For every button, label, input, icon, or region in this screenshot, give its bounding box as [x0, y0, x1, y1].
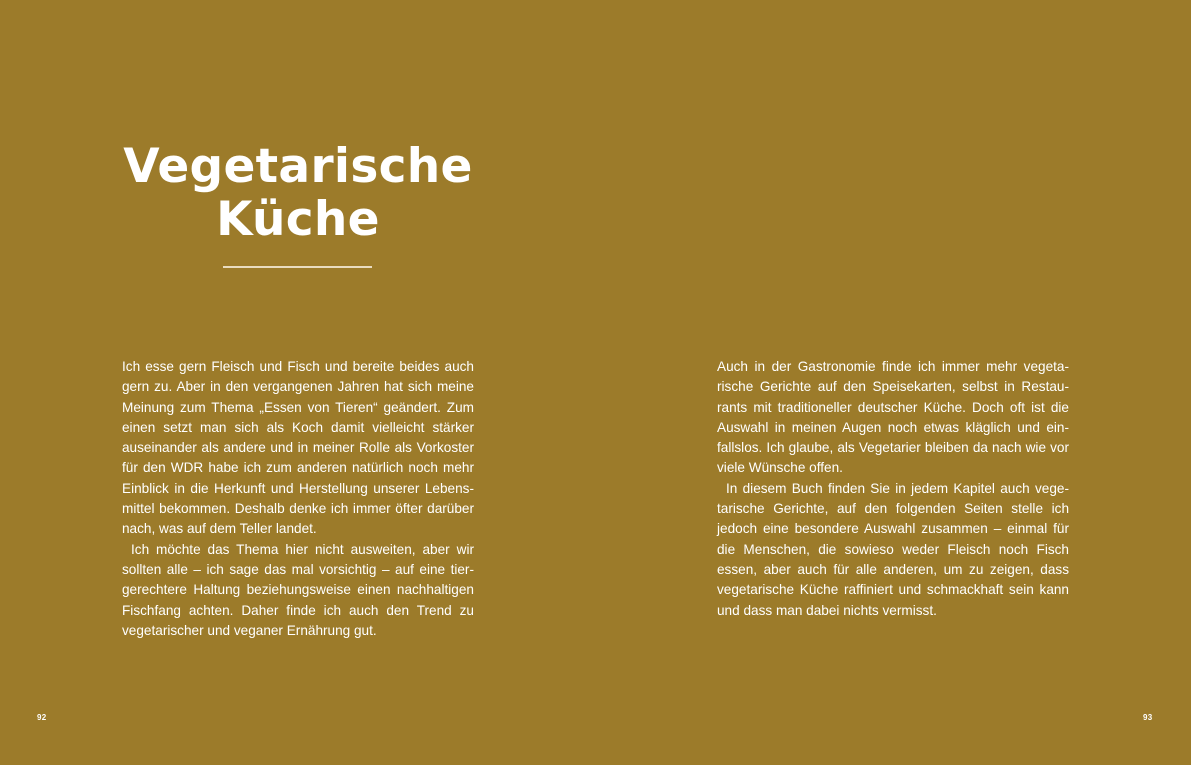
chapter-title-line-1: Vegetarische	[123, 139, 473, 194]
page-number-left: 92	[37, 713, 47, 722]
right-paragraph-2: In diesem Buch finden Sie in jedem Kapitel auch vegetarische Gerichte, auf den folgenden Seiten stelle ich jedoch eine besondere Auswahl zusammen – einmal für die Menschen, die sowieso weder Fleisch noch Fisch essen, aber auch für alle anderen, um zu zeigen, dass vegetarische Küche raffiniert und schmackhaft sein kann und dass man dabei nichts vermisst.	[717, 480, 1069, 618]
chapter-title	[118, 140, 478, 246]
chapter-title-line-2: Küche	[216, 192, 380, 247]
page-number-right: 93	[1143, 713, 1153, 722]
left-paragraph-1: Ich esse gern Fleisch und Fisch und bereite beides auch gern zu. Aber in den vergangenen Jahren hat sich meine Meinung zum Thema „Essen von Tieren“ geändert. Zum einen setzt man sich als Koch damit vielleicht stärker auseinander als andere und in meiner Rolle als Vorkoster für den WDR habe ich zum anderen natürlich noch mehr Einblick in die Herkunft und Herstellung unserer Lebensmittel bekommen. Deshalb denke ich immer öfter darüber nach, was auf dem Teller landet.	[122, 359, 474, 537]
left-paragraph-2: Ich möchte das Thema hier nicht ausweiten, aber wir sollten alle – ich sage das mal vorsichtig – auf eine tiergerechtere Haltung beziehungsweise einen nachhaltigen Fischfang achten. Daher finde ich auch den Trend zu vegetarischer und veganer Ernährung gut.	[122, 541, 474, 638]
right-paragraph-1: Auch in der Gastronomie finde ich immer mehr vegetarische Gerichte auf den Speisekarten, selbst in Restaurants mit traditioneller deutscher Küche. Doch oft ist die Auswahl in meinen Augen noch etwas kläglich und einfallslos. Ich glaube, als Vegetarier bleiben da nach wie vor viele Wünsche offen.	[717, 359, 1069, 476]
title-divider	[223, 266, 372, 268]
left-text-column	[122, 357, 474, 641]
right-text-column	[717, 357, 1069, 621]
